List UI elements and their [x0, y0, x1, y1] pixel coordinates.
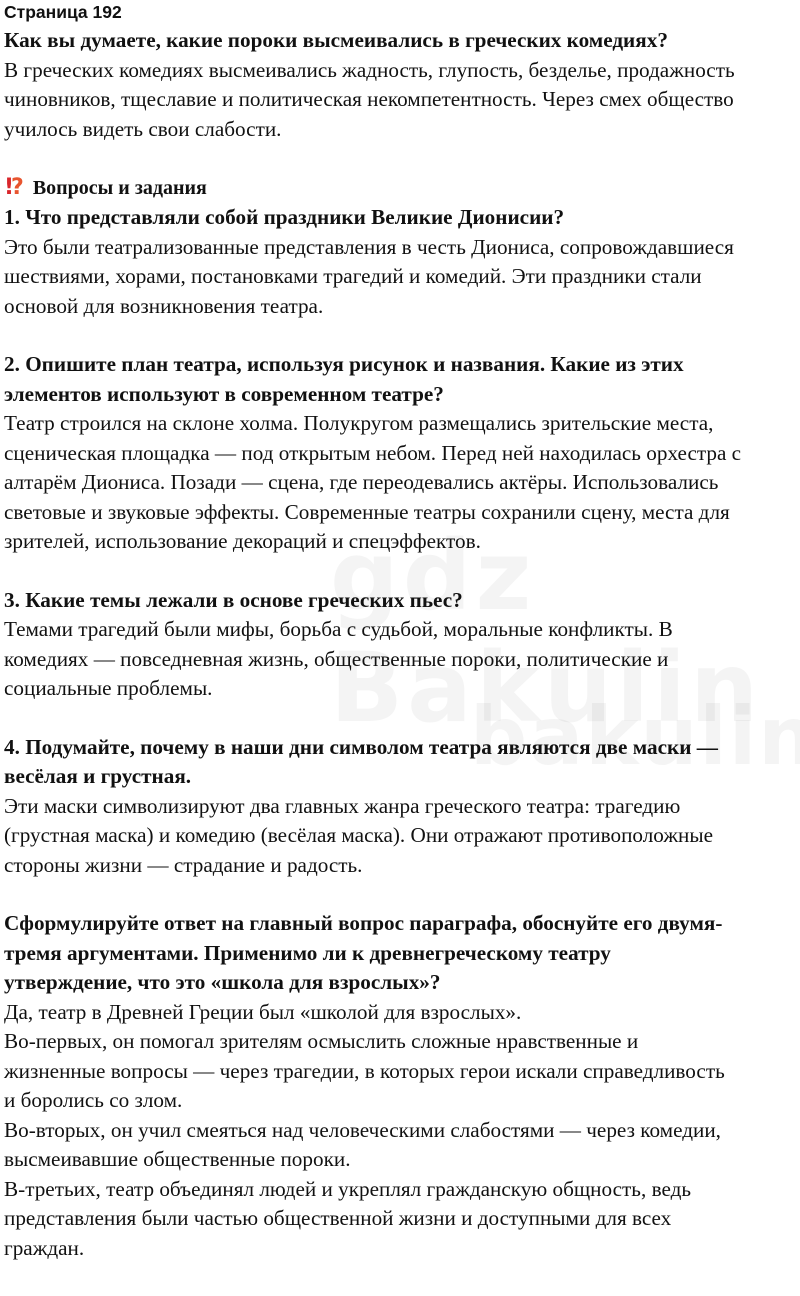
spacer — [4, 704, 800, 733]
answer-4: Эти маски символизируют два главных жанра греческого театра: трагедию (грустная маска) и комедию (весёлая маска). Они отражают противоположные стороны жизни — страдание и радость. — [4, 793, 713, 877]
final-question: Сформулируйте ответ на главный вопрос параграфа, обоснуйте его двумя- тремя аргументами. Применимо ли к древнегреческому театру утверждение, что это «школа для взрослых»? — [4, 911, 723, 994]
spacer — [4, 880, 800, 909]
question-4: 4. Подумайте, почему в наши дни символом театра являются две маски — весёлая и грустная. — [4, 734, 718, 788]
question-1: 1. Что представляли собой праздники Великие Дионисии? — [4, 205, 565, 229]
section-title: Вопросы и задания — [32, 177, 207, 199]
question-2: 2. Опишите план театра, используя рисунок и названия. Какие из этих элементов используют в современном театре? — [4, 352, 684, 406]
spacer — [4, 321, 800, 350]
spacer — [4, 144, 800, 173]
question-3: 3. Какие темы лежали в основе греческих пьес? — [4, 587, 463, 612]
spacer — [4, 557, 800, 586]
intro-answer: В греческих комедиях высмеивались жадность, глупость, безделье, продажность чиновников, тщеславие и политическая некомпетентность. Через смех общество училось видеть свои слабости. — [4, 57, 735, 141]
final-answer: Да, театр в Древней Греции был «школой для взрослых». Во-первых, он помогал зрителям осмыслить сложные нравственные и жизненные вопросы — через трагедии, в которых герои искали справедливость и боролись со злом. Во-вторых, он учил смеяться над человеческими слабостями — через комедии, высмеивавшие общественные пороки. В-третьих, театр объединял людей и укреплял гражданскую общность, ведь представления были частью общественной жизни и доступными для всех граждан. — [4, 999, 725, 1260]
section-heading — [4, 173, 800, 203]
answer-3: Темами трагедий были мифы, борьба с судьбой, моральные конфликты. В комедиях — повседневная жизнь, общественные пороки, политические и социальные проблемы. — [4, 617, 673, 700]
answer-2: Театр строился на склоне холма. Полукругом размещались зрительские места, сценическая площадка — под открытым небом. Перед ней находилась орхестра с алтарём Диониса. Позади — сцена, где переодевались актёры. Использовались световые и звуковые эффекты. Современные театры сохранили сцену, места для зрителей, использование декораций и спецэффектов. — [4, 411, 742, 553]
answer-1: Это были театрализованные представления в честь Диониса, сопровождавшиеся шествиями, хорами, постановками трагедий и комедий. Эти праздники стали основой для возникновения театра. — [4, 234, 734, 318]
exclamation-question-icon: !? — [4, 175, 21, 200]
intro-question: Как вы думаете, какие пороки высмеивались в греческих комедиях? — [4, 28, 668, 52]
page-label: Страница 192 — [4, 2, 122, 22]
